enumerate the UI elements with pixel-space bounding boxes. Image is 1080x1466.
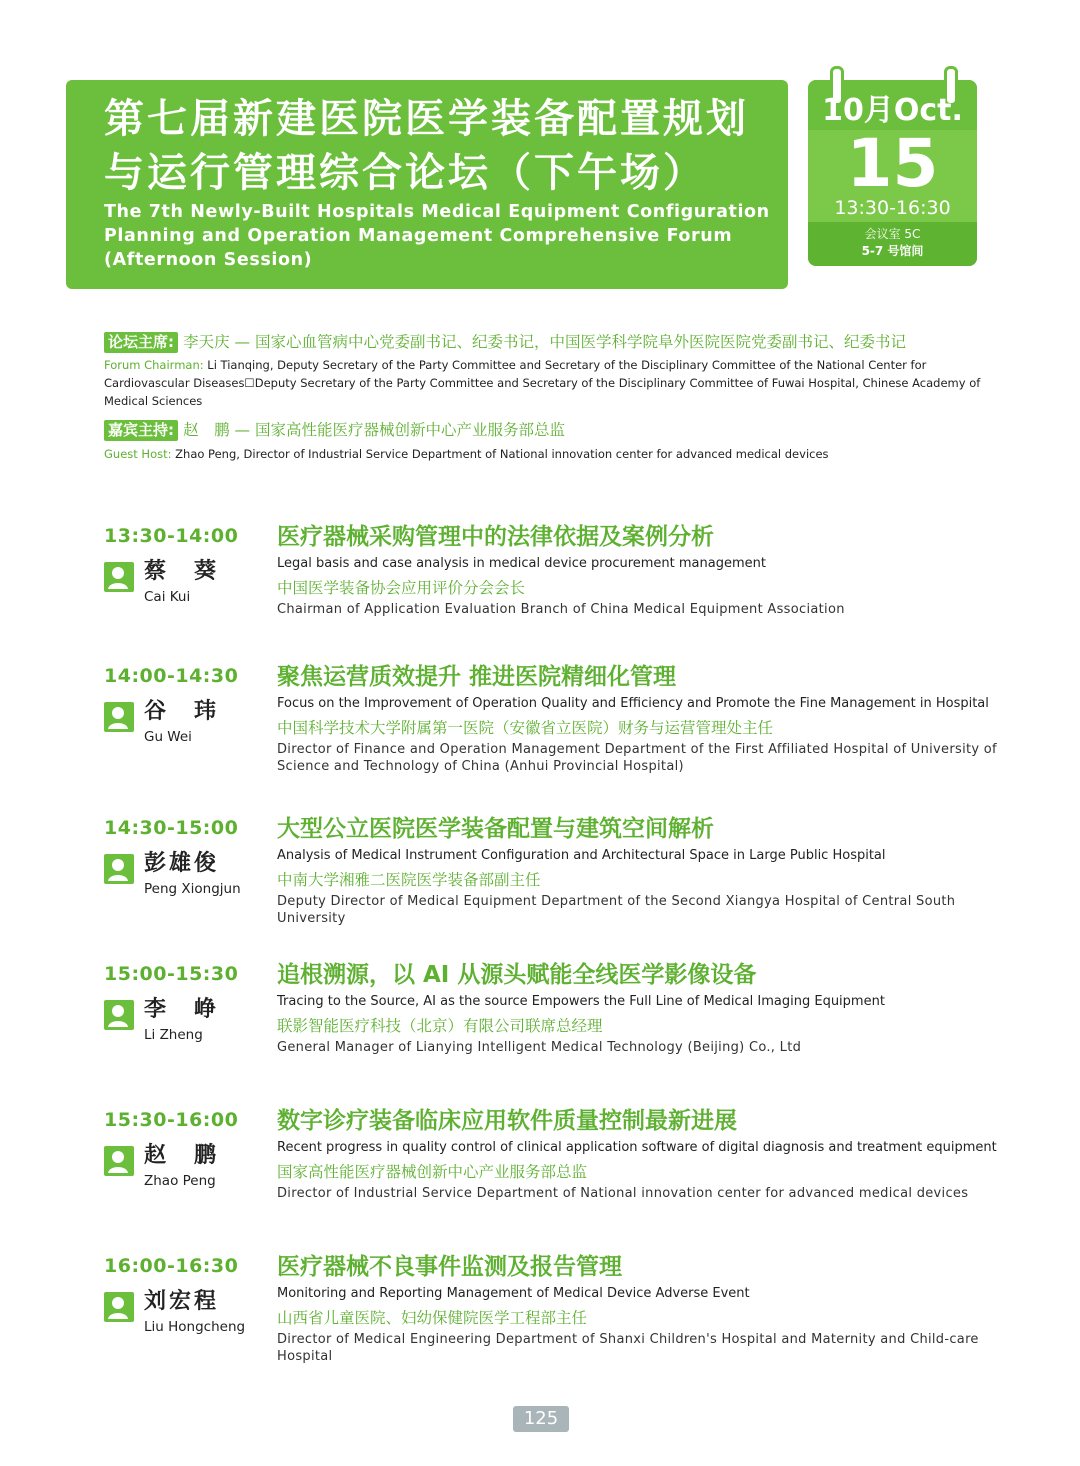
affiliation-cn: 中国医学装备协会应用评价分会会长 — [277, 579, 526, 597]
topic-en: Analysis of Medical Instrument Configuration and Architectural Space in Large Public Hospital — [277, 848, 886, 863]
calendar-room: 会议室 5C — [864, 227, 921, 241]
speaker-icon — [104, 702, 134, 732]
topic-en: Tracing to the Source, AI as the source Empowers the Full Line of Medical Imaging Equipment — [277, 994, 885, 1009]
speaker-name-cn: 彭雄俊 — [144, 851, 220, 876]
affiliation-en: General Manager of Lianying Intelligent Medical Technology (Beijing) Co., Ltd — [277, 1040, 802, 1055]
calendar-time: 13:30-16:30 — [834, 197, 951, 219]
topic-en: Recent progress in quality control of clinical application software of digital diagnosis and treatment equipment — [277, 1140, 997, 1155]
session-time: 13:30-14:00 — [104, 525, 239, 547]
speaker-name-cn: 刘宏程 — [144, 1289, 220, 1314]
affiliation-en: Deputy Director of Medical Equipment Department of the Second Xiangya Hospital of Central South University — [277, 894, 956, 926]
affiliation-en: Director of Finance and Operation Management Department of the First Affiliated Hospital of University of Science and Technology of China (Anhui Provincial Hospital) — [277, 742, 997, 774]
affiliation-en: Director of Industrial Service Department of National innovation center for advanced medical devices — [277, 1186, 969, 1201]
speaker-icon — [104, 1292, 134, 1322]
session-time: 16:00-16:30 — [104, 1255, 239, 1277]
speaker-icon — [104, 854, 134, 884]
session-time: 15:00-15:30 — [104, 963, 239, 985]
guest-host-label-en: Guest Host: — [104, 447, 172, 461]
topic-cn: 聚焦运营质效提升 推进医院精细化管理 — [277, 664, 677, 690]
forum-title-en: The 7th Newly-Built Hospitals Medical Equipment Configuration Planning and Operation Management Comprehensive Forum (Afternoon Session) — [104, 202, 770, 270]
affiliation-cn: 山西省儿童医院、妇幼保健院医学工程部主任 — [277, 1309, 588, 1327]
guest-host — [104, 418, 1004, 463]
affiliation-cn: 中南大学湘雅二医院医学装备部副主任 — [277, 871, 541, 889]
topic-cn: 数字诊疗装备临床应用软件质量控制最新进展 — [277, 1108, 737, 1134]
chairman-label-en: Forum Chairman: — [104, 358, 204, 372]
session-time: 14:30-15:00 — [104, 817, 239, 839]
topic-cn: 医疗器械不良事件监测及报告管理 — [277, 1254, 622, 1280]
topic-en: Focus on the Improvement of Operation Quality and Efficiency and Promote the Fine Management in Hospital — [277, 696, 989, 711]
speaker-name-en: Peng Xiongjun — [144, 881, 241, 897]
speaker-name-en: Cai Kui — [144, 589, 191, 605]
topic-cn: 追根溯源，以 AI 从源头赋能全线医学影像设备 — [277, 962, 757, 988]
forum-chairman — [104, 330, 1004, 410]
date-calendar — [808, 80, 977, 266]
speaker-name-en: Zhao Peng — [144, 1173, 216, 1189]
forum-title-cn: 第七届新建医院医学装备配置规划与运行管理综合论坛（下午场） — [104, 96, 749, 196]
speaker-name-en: Liu Hongcheng — [144, 1319, 246, 1335]
guest-host-cn: 赵 鹏 — 国家高性能医疗器械创新中心产业服务部总监 — [183, 421, 565, 439]
topic-en: Legal basis and case analysis in medical device procurement management — [277, 556, 766, 571]
page-number: 125 — [513, 1406, 569, 1432]
speaker-name-cn: 蔡 葵 — [144, 559, 220, 584]
affiliation-cn: 联影智能医疗科技（北京）有限公司联席总经理 — [277, 1017, 603, 1035]
topic-en: Monitoring and Reporting Management of Medical Device Adverse Event — [277, 1286, 750, 1301]
speaker-name-cn: 赵 鹏 — [144, 1143, 220, 1168]
speaker-icon — [104, 562, 134, 592]
chairman-tag: 论坛主席: — [104, 332, 178, 353]
calendar-month: 10月Oct. — [822, 93, 963, 128]
speaker-icon — [104, 1146, 134, 1176]
topic-cn: 医疗器械采购管理中的法律依据及案例分析 — [277, 524, 714, 550]
guest-host-en: Zhao Peng, Director of Industrial Service Department of National innovation center for advanced medical devices — [171, 447, 829, 461]
chairman-cn: 李天庆 — 国家心血管病中心党委副书记、纪委书记，中国医学科学院阜外医院医院党委副书记、纪委书记 — [183, 333, 906, 351]
forum-title-banner — [66, 80, 788, 289]
affiliation-en: Director of Medical Engineering Department of Shanxi Children's Hospital and Maternity and Child-care Hospital — [277, 1332, 979, 1364]
chairman-en: Li Tianqing, Deputy Secretary of the Party Committee and Secretary of the Disciplinary Committee of the National Center for Cardiovascular Diseases☐Deputy Secretary of the Party Committee and Secretary of the Disciplinary Committee of Fuwai Hospital, Chinese Academy of Medical Sciences — [104, 358, 981, 408]
speaker-name-en: Gu Wei — [144, 729, 192, 745]
affiliation-cn: 中国科学技术大学附属第一医院（安徽省立医院）财务与运营管理处主任 — [277, 719, 774, 737]
speaker-name-cn: 谷 玮 — [144, 699, 220, 724]
guest-host-tag: 嘉宾主持: — [104, 420, 178, 441]
speaker-name-en: Li Zheng — [144, 1027, 203, 1043]
speaker-icon — [104, 1000, 134, 1030]
topic-cn: 大型公立医院医学装备配置与建筑空间解析 — [277, 816, 714, 842]
session-time: 14:00-14:30 — [104, 665, 239, 687]
affiliation-cn: 国家高性能医疗器械创新中心产业服务部总监 — [277, 1163, 588, 1181]
session-time: 15:30-16:00 — [104, 1109, 239, 1131]
affiliation-en: Chairman of Application Evaluation Branch of China Medical Equipment Association — [277, 602, 845, 617]
calendar-day: 15 — [846, 125, 939, 202]
calendar-hall: 5-7 号馆间 — [861, 244, 924, 258]
speaker-name-cn: 李 峥 — [144, 997, 220, 1022]
